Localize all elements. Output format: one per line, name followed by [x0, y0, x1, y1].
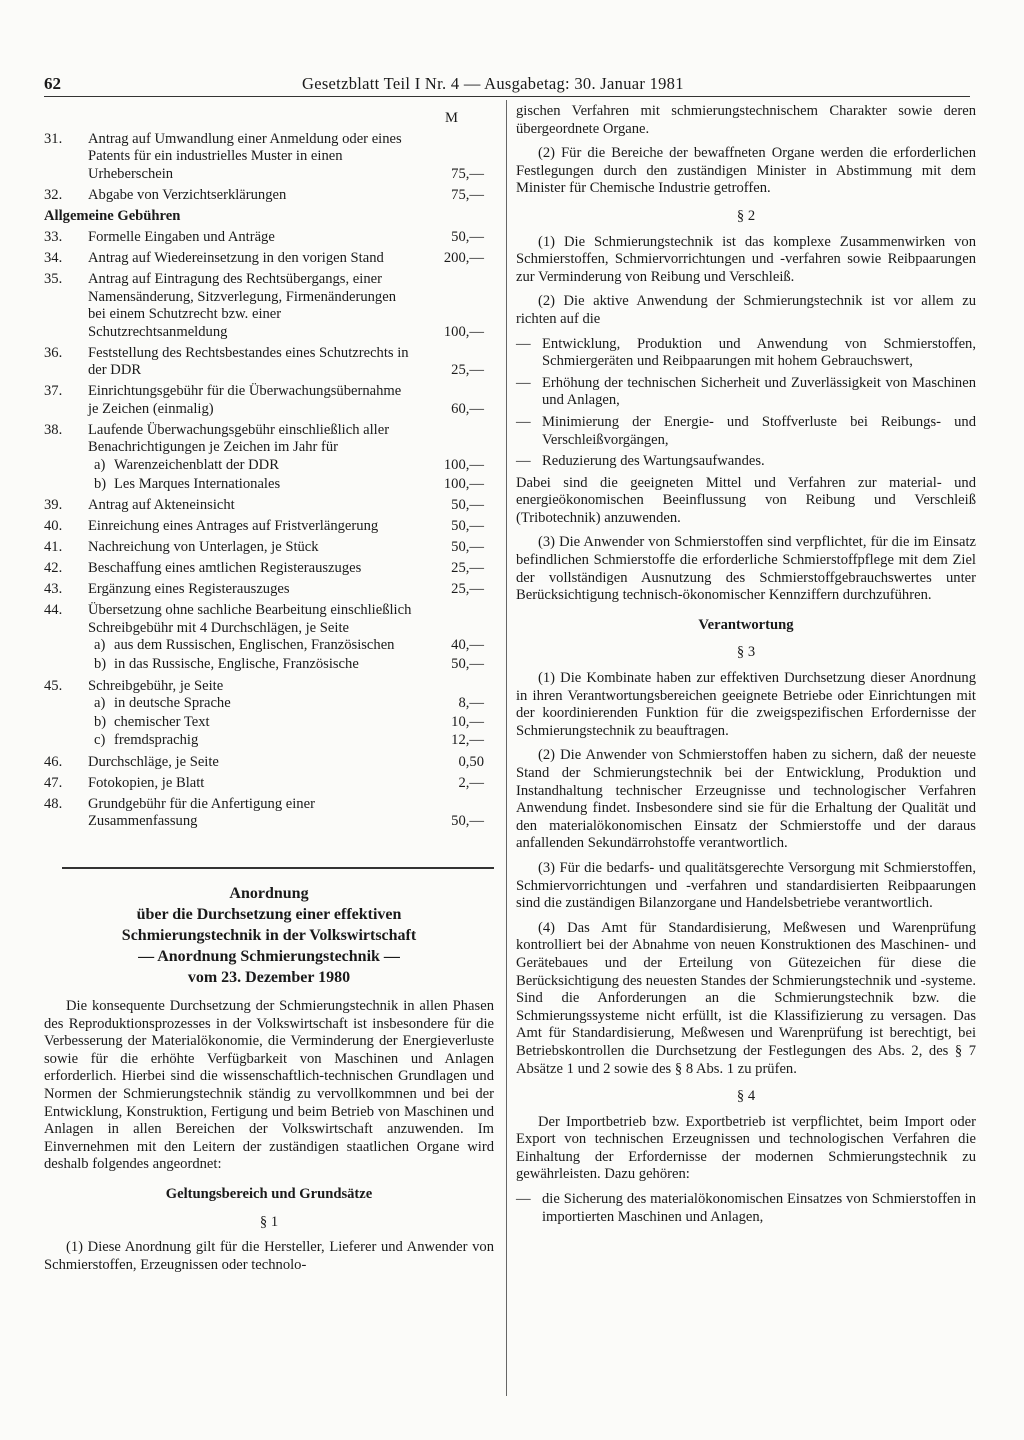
- page-number: 62: [44, 74, 61, 93]
- sub-text: aus dem Russischen, Englischen, Französischen: [114, 637, 395, 654]
- fee-subitem: [44, 476, 494, 494]
- fee-subitem: [44, 637, 494, 655]
- fee-text: Feststellung des Rechtsbestandes eines Schutzrechts in der DDR: [88, 344, 409, 379]
- fee-number: 48.: [44, 795, 63, 812]
- list-item-text: Entwicklung, Produktion und Anwendung von Schmierstoffen, Schmiergeräten und Reibpaarungen mit hohem Gebrauchswert,: [542, 335, 976, 370]
- fee-item: [44, 383, 494, 418]
- section-3-paragraph-4: (4) Das Amt für Standardisierung, Meßwesen und Warenprüfung kontrolliert bei der Abnahme von neuen Konstruktionen des Maschinen- und Gerätebaues und der Erteilung von Gütezeichen für diese die Berücksichtigung des neuesten Standes der Schmierungstechnik und -systeme. Sind die Anforderungen an die Schmierungstechnik bzw. die Schmierungssysteme nicht erfüllt, ist die Klassifizierung zu versagen. Das Amt für Standardisierung, Meßwesen und Warenprüfung ist berechtigt, bei Betriebskontrollen die Durchsetzung der Festlegungen des Abs. 2, des § 7 Absätze 1 und 2 sowie des § 8 Abs. 1 zu prüfen.: [516, 919, 976, 1077]
- fee-text: Antrag auf Wiedereinsetzung in den vorigen Stand: [88, 249, 384, 266]
- fee-list-a: [44, 131, 494, 205]
- fee-amount: 25,—: [451, 560, 484, 577]
- fee-number: 39.: [44, 497, 63, 514]
- fee-amount: 50,—: [451, 228, 484, 245]
- fee-item: [44, 518, 494, 536]
- fee-text: Übersetzung ohne sachliche Bearbeitung einschließlich Schreibgebühr mit 4 Durchschlägen, je Seite: [88, 602, 412, 636]
- sub-text: in das Russische, Englische, Französische: [114, 655, 359, 672]
- section-3-paragraph-3: (3) Für die bedarfs- und qualitätsgerechte Versorgung mit Schmierstoffen, Schmiervorrichtungen und -verfahren und standardisierten Reibpaarungen sind die zuständigen Bilanzorgane und Handelsbetriebe verantwortlich.: [516, 859, 976, 912]
- fee-amount: 100,—: [443, 323, 484, 340]
- fee-number: 35.: [44, 270, 63, 287]
- dash-bullet: —: [516, 413, 531, 430]
- dash-bullet: —: [516, 335, 531, 352]
- fee-text: Fotokopien, je Blatt: [88, 774, 205, 791]
- fee-text: Ergänzung eines Registerauszuges: [88, 581, 290, 598]
- section-4-paragraph-1: Der Importbetrieb bzw. Exportbetrieb ist verpflichtet, beim Import oder Export von technischen Erzeugnissen und technologischen Verfahren die Einhaltung der Erfordernisse der modernen Schmierungstechnik zu gewährleisten. Dazu gehören:: [516, 1113, 976, 1183]
- section-divider: [62, 867, 494, 869]
- fee-text: Grundgebühr für die Anfertigung einer Zusammenfassung: [88, 795, 315, 830]
- ordinance-title-line: über die Durchsetzung einer effektiven: [136, 906, 402, 924]
- fee-item: [44, 422, 494, 457]
- list-item: [516, 414, 976, 449]
- list-item-text: Reduzierung des Wartungsaufwandes.: [542, 453, 765, 470]
- fee-amount: 50,—: [451, 539, 484, 556]
- fee-text: Antrag auf Akteneinsicht: [88, 497, 235, 514]
- fee-item: [44, 229, 494, 247]
- fee-amount: 75,—: [451, 165, 484, 182]
- fee-number: 41.: [44, 539, 63, 556]
- fee-text: Schreibgebühr, je Seite: [88, 677, 224, 694]
- section-2-paragraph-2: (2) Die aktive Anwendung der Schmierungstechnik ist vor allem zu richten auf die: [516, 293, 976, 327]
- list-item-text: Minimierung der Energie- und Stoffverluste bei Reibungs- und Verschleißvorgängen,: [542, 413, 976, 448]
- fee-number: 36.: [44, 344, 63, 361]
- fee-subitem: [44, 457, 494, 475]
- fee-amount: 50,—: [451, 497, 484, 514]
- section-1-paragraph-1-cont: gischen Verfahren mit schmierungstechnischem Charakter sowie deren übergeordnete Organe.: [516, 103, 976, 137]
- list-item: [516, 336, 976, 371]
- fee-text: Nachreichung von Unterlagen, je Stück: [88, 539, 319, 556]
- fee-amount: 75,—: [451, 186, 484, 203]
- fee-item: [44, 796, 494, 831]
- list-item: [516, 453, 976, 471]
- section-2-heading: § 2: [736, 207, 756, 224]
- sub-text: in deutsche Sprache: [114, 695, 231, 712]
- fee-item: [44, 560, 494, 578]
- fee-item: [44, 775, 494, 793]
- sub-text: chemischer Text: [114, 713, 210, 730]
- fee-item: [44, 187, 494, 205]
- sub-label: a): [94, 457, 106, 474]
- section-2-paragraph-3: (3) Die Anwender von Schmierstoffen sind verpflichtet, für die im Einsatz befindlichen Schmierstoffe die erforderliche Schmierstoffpflege mit dem Ziel der vollständigen Ausnutzung des Schmierstoffgebrauchswertes unter Berücksichtigung technisch-ökonomischer Kennziffern durchzuführen.: [516, 534, 976, 604]
- fee-item: [44, 131, 494, 184]
- sub-label: b): [94, 655, 107, 672]
- fee-text: Abgabe von Verzichtserklärungen: [88, 186, 287, 203]
- right-column: [516, 103, 976, 1230]
- sub-text: Les Marques Internationales: [114, 475, 281, 492]
- dash-bullet: —: [516, 1191, 531, 1208]
- preamble: Die konsequente Durchsetzung der Schmierungstechnik in allen Phasen des Reproduktionsprozesses in der Volkswirtschaft ist insbesondere für die Verbesserung der Materialökonomie, die Verminderung der Energieverluste sowie für die erhöhte Verfügbarkeit von Maschinen und Anlagen erforderlich. Hierbei sind die wissenschaftlich-technischen Grundlagen und Normen der Schmierungstechnik ständig zu vervollkommnen und bei der Entwicklung, Konstruktion, Fertigung und beim Betrieb von Maschinen und Anlagen in allen Bereichen der Volkswirtschaft anzuwenden. Im Einvernehmen mit den Leitern der zuständigen staatlichen Organe wird deshalb folgendes angeordnet:: [44, 998, 494, 1173]
- ordinance-title-line: Anordnung: [229, 885, 309, 903]
- fee-text: Formelle Eingaben und Anträge: [88, 228, 275, 245]
- sub-text: Warenzeichenblatt der DDR: [114, 457, 279, 474]
- section-1-heading: § 1: [259, 1213, 279, 1230]
- fee-amount: 50,—: [451, 813, 484, 830]
- ordinance-title-line: — Anordnung Schmierungstechnik —: [138, 948, 400, 966]
- section-1-paragraph-1: (1) Diese Anordnung gilt für die Hersteller, Lieferer und Anwender von Schmierstoffen, Erzeugnissen oder technolo-: [44, 1239, 494, 1273]
- fee-subitem: [44, 714, 494, 732]
- section-1-paragraph-2: (2) Für die Bereiche der bewaffneten Organe werden die erforderlichen Festlegungen durch den zuständigen Minister in Abstimmung mit dem Minister für Chemische Industrie getroffen.: [516, 145, 976, 197]
- fee-list-b: [44, 229, 494, 419]
- fee-number: 43.: [44, 581, 63, 598]
- fee-subitem: [44, 732, 494, 750]
- sub-label: c): [94, 732, 106, 749]
- fee-number: 42.: [44, 560, 63, 577]
- left-column: [44, 110, 494, 1281]
- fee-amount: 50,—: [451, 518, 484, 535]
- fee-item: [44, 754, 494, 772]
- section-3-paragraph-1: (1) Die Kombinate haben zur effektiven Durchsetzung dieser Anordnung in ihren Verantwortungsbereichen geeignete Betriebe oder Einrichtungen mit der koordinierenden Funktion für die zweigspezifischen Erfordernisse der Schmierungstechnik zu beauftragen.: [516, 670, 976, 739]
- fee-number: 31.: [44, 130, 63, 147]
- fee-list-c: [44, 497, 494, 599]
- fee-item: [44, 602, 494, 637]
- sub-amount: 100,—: [443, 475, 484, 492]
- fee-item: [44, 250, 494, 268]
- fee-number: 32.: [44, 186, 63, 203]
- fee-text: Laufende Überwachungsgebühr einschließlich aller Benachrichtigungen je Zeichen im Jahr für: [88, 421, 390, 456]
- fee-amount: 200,—: [443, 249, 484, 266]
- fee-amount: 25,—: [451, 362, 484, 379]
- fee-number: 33.: [44, 228, 63, 245]
- fee-text: Einreichung eines Antrages auf Fristverlängerung: [88, 518, 379, 535]
- dash-bullet: —: [516, 374, 531, 391]
- currency-heading: M: [445, 110, 458, 126]
- section-3-heading: § 3: [736, 644, 756, 661]
- fee-amount: 60,—: [451, 400, 484, 417]
- section-2-paragraph-1: (1) Die Schmierungstechnik ist das komplexe Zusammenwirken von Schmierstoffen, Schmiervorrichtungen und -verfahren sowie Reibpaarungen zur Verminderung von Reibung und Verschleiß.: [516, 233, 976, 285]
- list-item: [516, 1191, 976, 1226]
- dash-bullet: —: [516, 453, 531, 470]
- ordinance-title-line: Schmierungstechnik in der Volkswirtschaft: [121, 927, 417, 945]
- fee-item: [44, 497, 494, 515]
- fee-item: [44, 539, 494, 557]
- scope-heading: Geltungsbereich und Grundsätze: [165, 1185, 373, 1202]
- sub-amount: 40,—: [451, 637, 484, 654]
- fee-subitem: [44, 656, 494, 674]
- fee-number: 45.: [44, 677, 63, 694]
- page-header: [44, 74, 970, 97]
- fee-number: 46.: [44, 753, 63, 770]
- section-2-paragraph-2-after: Dabei sind die geeigneten Mittel und Verfahren zur material- und energieökonomischen Beeinflussung von Reibung und Verschleiß (Tribotechnik) anzuwenden.: [516, 474, 976, 526]
- fee-number: 47.: [44, 774, 63, 791]
- fee-subitem: [44, 695, 494, 713]
- sub-label: a): [94, 637, 106, 654]
- fee-text: Einrichtungsgebühr für die Überwachungsübernahme je Zeichen (einmalig): [88, 383, 402, 417]
- sub-label: b): [94, 713, 107, 730]
- fee-number: 44.: [44, 602, 63, 619]
- fee-list-d: [44, 754, 494, 831]
- fee-item: [44, 581, 494, 599]
- responsibility-heading: Verantwortung: [698, 616, 794, 633]
- gazette-title: Gesetzblatt Teil I Nr. 4 — Ausgabetag: 30. Januar 1981: [302, 74, 684, 93]
- ordinance-title: [44, 883, 494, 988]
- sub-label: b): [94, 475, 107, 492]
- fee-item: [44, 271, 494, 341]
- sub-amount: 10,—: [451, 713, 484, 730]
- list-item-text: Erhöhung der technischen Sicherheit und Zuverlässigkeit von Maschinen und Anlagen,: [542, 374, 976, 409]
- list-item-text: die Sicherung des materialökonomischen Einsatzes von Schmierstoffen in importierten Maschinen und Anlagen,: [542, 1191, 976, 1225]
- sub-amount: 100,—: [443, 457, 484, 474]
- sub-amount: 12,—: [451, 732, 484, 749]
- fee-text: Durchschläge, je Seite: [88, 753, 219, 770]
- list-item: [516, 375, 976, 410]
- column-divider: [506, 100, 507, 1396]
- section-2-list: [516, 336, 976, 471]
- fee-item: [44, 678, 494, 696]
- sub-amount: 50,—: [451, 655, 484, 672]
- section-3-paragraph-2: (2) Die Anwender von Schmierstoffen haben zu sichern, daß der neueste Stand der Schmierungstechnik bei der Entwicklung, Produktion und Instandhaltung technischer Erzeugnisse und technologischer Verfahren Anwendung findet. Insbesondere sind sie für die Erhaltung der Qualität und den materialökonomischen Einsatz der Schmierstoffe und der daraus anfallenden Sekundärrohstoffe verantwortlich.: [516, 747, 976, 852]
- ordinance-date: vom 23. Dezember 1980: [187, 969, 351, 987]
- fee-text: Beschaffung eines amtlichen Registerauszuges: [88, 560, 362, 577]
- section-4-heading: § 4: [736, 1088, 756, 1105]
- fee-number: 40.: [44, 518, 63, 535]
- fee-item: [44, 345, 494, 380]
- fee-amount: 2,—: [458, 774, 484, 791]
- sub-amount: 8,—: [458, 695, 484, 712]
- fee-number: 34.: [44, 249, 63, 266]
- fee-amount: 0,50: [458, 753, 484, 770]
- fee-number: 38.: [44, 421, 63, 438]
- sub-label: a): [94, 695, 106, 712]
- sub-text: fremdsprachig: [114, 732, 199, 749]
- fee-number: 37.: [44, 383, 63, 400]
- fee-amount: 25,—: [451, 581, 484, 598]
- general-fees-heading: Allgemeine Gebühren: [44, 208, 181, 225]
- fee-text: Antrag auf Eintragung des Rechtsübergangs, einer Namensänderung, Sitzverlegung, Firmenänderungen bei einem Schutzrecht bzw. einer Schutzrechtsanmeldung: [88, 270, 397, 340]
- fee-text: Antrag auf Umwandlung einer Anmeldung oder eines Patents für ein industrielles Muster in einen Urheberschein: [88, 130, 402, 182]
